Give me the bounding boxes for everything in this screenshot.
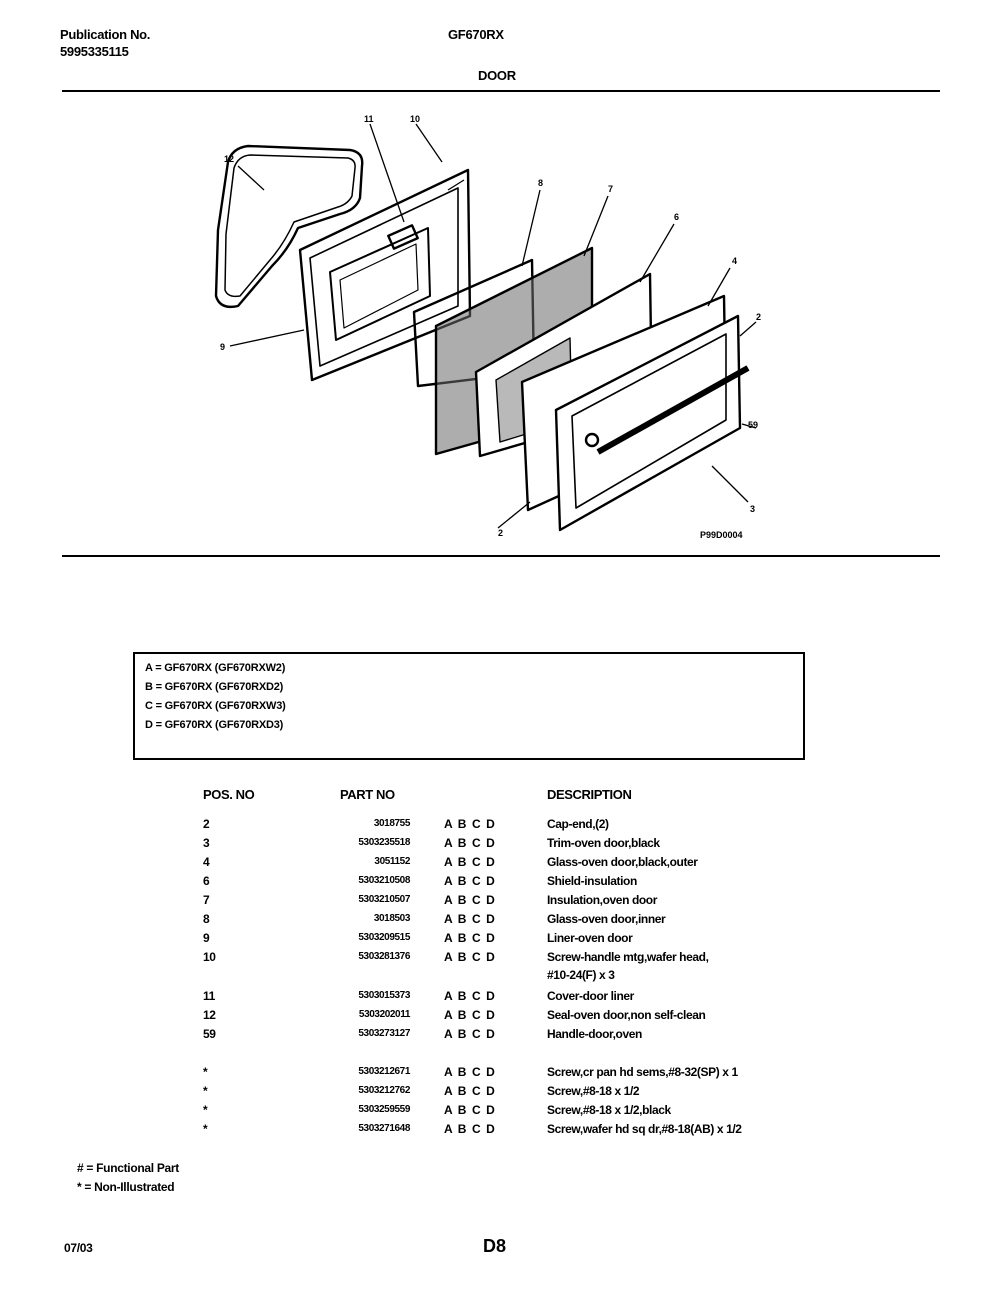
row-model-codes: A B C D	[444, 1084, 495, 1098]
row-part-number: 3018503	[373, 913, 410, 924]
row-model-codes: A B C D	[444, 1027, 495, 1041]
section-title: DOOR	[478, 68, 516, 83]
row-description: Screw,cr pan hd sems,#8-32(SP) x 1	[547, 1065, 738, 1079]
row-description: Glass-oven door,black,outer	[547, 855, 698, 869]
row-part-number: 5303212762	[358, 1085, 410, 1096]
row-model-codes: A B C D	[444, 1103, 495, 1117]
row-part-number: 5303209515	[358, 932, 410, 943]
row-part-number: 5303281376	[358, 951, 410, 962]
row-part-number: 5303259559	[358, 1104, 410, 1115]
col-header-pos: POS. NO	[203, 787, 255, 802]
drawing-id: P99D0004	[700, 530, 743, 540]
row-model-codes: A B C D	[444, 836, 495, 850]
row-pos: *	[203, 1084, 208, 1098]
exploded-door-diagram	[200, 110, 780, 550]
row-model-codes: A B C D	[444, 950, 495, 964]
row-model-codes: A B C D	[444, 855, 495, 869]
row-pos: 6	[203, 874, 210, 888]
callout-label: 11	[364, 114, 374, 124]
row-model-codes: A B C D	[444, 912, 495, 926]
row-pos: 7	[203, 893, 210, 907]
row-pos: 4	[203, 855, 210, 869]
row-pos: 10	[203, 950, 216, 964]
callout-label: 59	[748, 420, 759, 430]
row-description: Screw,#8-18 x 1/2	[547, 1084, 640, 1098]
publication-label: Publication No.	[60, 27, 151, 42]
callout-label: 7	[608, 184, 614, 194]
row-description: Handle-door,oven	[547, 1027, 642, 1041]
row-description: Shield-insulation	[547, 874, 637, 888]
row-description: Liner-oven door	[547, 931, 633, 945]
publication-number: 5995335115	[60, 44, 129, 59]
col-header-description: DESCRIPTION	[547, 787, 632, 802]
row-model-codes: A B C D	[444, 1122, 495, 1136]
footnote-functional: # = Functional Part	[77, 1161, 179, 1175]
row-pos: 3	[203, 836, 210, 850]
row-description-continued: #10-24(F) x 3	[547, 968, 615, 982]
row-part-number: 5303271648	[358, 1123, 410, 1134]
row-description: Insulation,oven door	[547, 893, 658, 907]
row-model-codes: A B C D	[444, 817, 495, 831]
row-pos: *	[203, 1065, 208, 1079]
row-description: Screw-handle mtg,wafer head,	[547, 950, 709, 964]
legend-row: A = GF670RX (GF670RXW2)	[145, 662, 286, 674]
col-header-part: PART NO	[340, 787, 395, 802]
row-pos: 9	[203, 931, 210, 945]
callout-label: 2	[756, 312, 762, 322]
legend-row: C = GF670RX (GF670RXW3)	[145, 700, 286, 712]
callout-label: 10	[410, 114, 421, 124]
row-part-number: 5303210507	[358, 894, 410, 905]
row-pos: 2	[203, 817, 210, 831]
row-pos: *	[203, 1122, 208, 1136]
row-description: Trim-oven door,black	[547, 836, 660, 850]
row-pos: 59	[203, 1027, 216, 1041]
row-description: Screw,wafer hd sq dr,#8-18(AB) x 1/2	[547, 1122, 742, 1136]
row-model-codes: A B C D	[444, 1008, 495, 1022]
callout-label: 9	[220, 342, 226, 352]
model-number: GF670RX	[448, 27, 504, 42]
row-description: Cover-door liner	[547, 989, 634, 1003]
model-legend	[133, 652, 805, 760]
row-part-number: 5303235518	[358, 837, 410, 848]
row-part-number: 5303273127	[358, 1028, 410, 1039]
header-rule	[62, 90, 940, 92]
row-description: Cap-end,(2)	[547, 817, 609, 831]
callout-label: 8	[538, 178, 544, 188]
row-part-number: 3051152	[374, 856, 410, 867]
row-part-number: 5303202011	[358, 1009, 410, 1020]
row-model-codes: A B C D	[444, 874, 495, 888]
row-pos: 8	[203, 912, 210, 926]
row-model-codes: A B C D	[444, 989, 495, 1003]
footnote-non-illustrated: * = Non-Illustrated	[77, 1180, 175, 1194]
row-description: Glass-oven door,inner	[547, 912, 666, 926]
diagram-rule	[62, 555, 940, 557]
row-model-codes: A B C D	[444, 931, 495, 945]
callout-label: 6	[674, 212, 680, 222]
legend-row: B = GF670RX (GF670RXD2)	[145, 681, 284, 693]
page-number: D8	[483, 1236, 507, 1256]
callout-label: 12	[224, 154, 235, 164]
footer-date: 07/03	[64, 1241, 93, 1255]
callout-label: 4	[732, 256, 738, 266]
row-description: Screw,#8-18 x 1/2,black	[547, 1103, 671, 1117]
row-pos: *	[203, 1103, 208, 1117]
row-part-number: 5303212671	[358, 1066, 410, 1077]
row-part-number: 5303015373	[358, 990, 410, 1001]
callout-label: 3	[750, 504, 756, 514]
row-model-codes: A B C D	[444, 893, 495, 907]
row-part-number: 3018755	[373, 818, 410, 829]
legend-row: D = GF670RX (GF670RXD3)	[145, 719, 284, 731]
door-parts-drawing	[200, 110, 780, 550]
callout-label: 2	[498, 528, 504, 538]
row-description: Seal-oven door,non self-clean	[547, 1008, 706, 1022]
row-part-number: 5303210508	[358, 875, 410, 886]
row-pos: 12	[203, 1008, 216, 1022]
row-pos: 11	[203, 989, 215, 1003]
row-model-codes: A B C D	[444, 1065, 495, 1079]
